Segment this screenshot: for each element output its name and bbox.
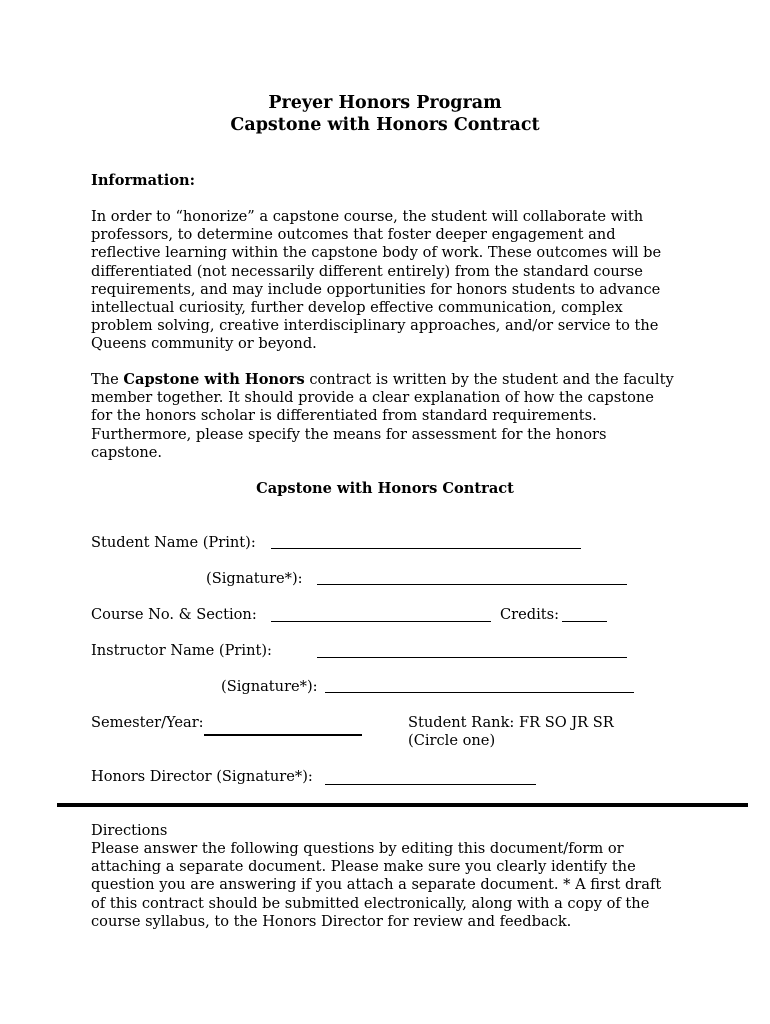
instructor-signature-label: (Signature*): — [221, 678, 318, 695]
directions-paragraph: Please answer the following questions by editing this document/form or attaching a separate document. Please make sure you clearly identify the question you are answering if you attach a separate document. * A first draft of this contract should be submitted electronically, along with a copy of the course syllabus, to the Honors Director for review and feedback. — [91, 840, 662, 930]
contract-description-paragraph — [91, 371, 676, 462]
student-rank-hint: (Circle one) — [408, 732, 496, 750]
honors-director-signature-label: Honors Director (Signature*): — [91, 768, 313, 785]
document-subtitle: Capstone with Honors Contract — [230, 115, 540, 135]
semester-year-field[interactable] — [204, 734, 362, 736]
form-heading: Capstone with Honors Contract — [256, 480, 514, 497]
student-rank-options[interactable]: Student Rank: FR SO JR SR — [408, 714, 614, 731]
instructor-name-label: Instructor Name (Print): — [91, 642, 272, 659]
credits-label: Credits: — [500, 606, 560, 623]
information-heading: Information: — [91, 172, 196, 189]
directions-heading: Directions — [91, 822, 168, 839]
section-divider — [57, 803, 748, 807]
contract-description-bold: Capstone with Honors — [123, 371, 305, 388]
student-signature-field[interactable] — [317, 584, 627, 585]
course-section-field[interactable] — [271, 621, 491, 622]
credits-field[interactable] — [562, 621, 607, 622]
honors-director-signature-field[interactable] — [325, 784, 536, 785]
information-paragraph: In order to “honorize” a capstone course, the student will collaborate with professors, to determine outcomes that foster deeper engagement and reflective learning within the capstone body of work. These outcomes will be differentiated (not necessarily different entirely) from the standard course requirements, and may include opportunities for honors students to advance intellectual curiosity, further develop effective communication, complex problem solving, creative interdisciplinary approaches, and/or service to the Queens community or beyond. — [91, 208, 662, 353]
instructor-name-field[interactable] — [317, 657, 627, 658]
contract-description-prefix: The — [91, 371, 124, 388]
student-rank-block — [408, 714, 614, 750]
student-name-field[interactable] — [271, 548, 581, 549]
contract-description-rest: contract is written by the student and the faculty member together. It should provide a clear explanation of how the capstone for the honors scholar is differentiated from standard requirements. Furthermore, please specify the means for assessment for the honors capstone. — [91, 371, 674, 461]
instructor-signature-field[interactable] — [325, 692, 634, 693]
semester-year-label: Semester/Year: — [91, 714, 204, 731]
document-title: Preyer Honors Program — [268, 93, 502, 113]
student-signature-label: (Signature*): — [206, 570, 303, 587]
student-name-label: Student Name (Print): — [91, 534, 256, 551]
course-section-label: Course No. & Section: — [91, 606, 257, 623]
